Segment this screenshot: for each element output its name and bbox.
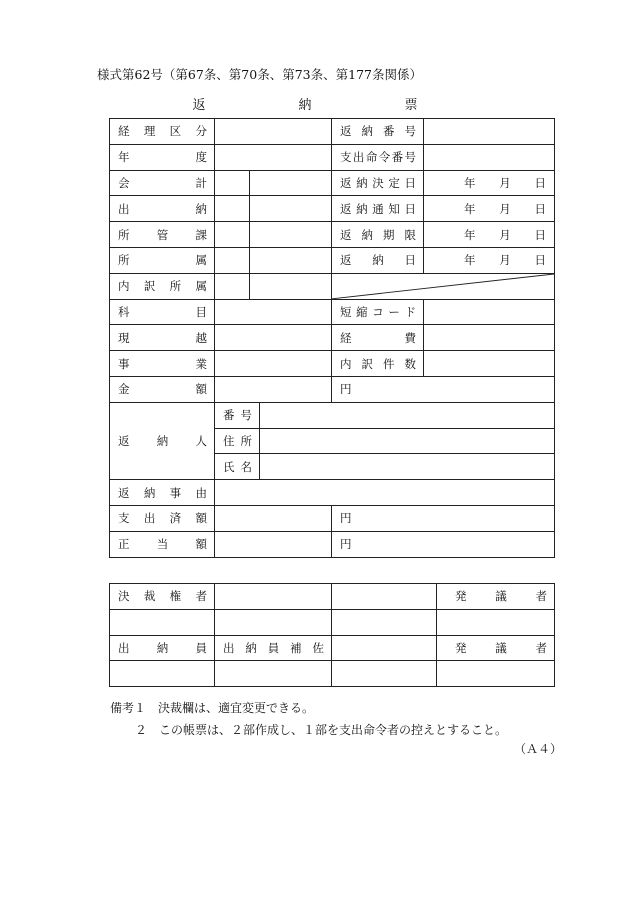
table-row [110,635,555,661]
diagonal-void-cell [332,273,555,299]
label-henno-kigen: 返納期限 [332,222,424,248]
label-bango: 番号 [215,402,260,428]
label-uchiwake-kensu: 内訳件数 [332,351,424,377]
table-row [110,247,555,273]
field-uchiwake-shozoku-name[interactable] [250,273,332,299]
stamp-hatsugisha-2[interactable] [437,661,555,687]
label-shimei: 氏名 [215,454,260,480]
table-row [110,402,555,428]
stamp-blank[interactable] [332,609,437,635]
yen-unit: 円 [332,531,555,557]
yen-unit: 円 [332,376,555,402]
month-unit: 月 [499,253,511,268]
field-suitou-code[interactable] [215,196,250,222]
label-genetsu: 現越 [110,325,215,351]
table-row [110,299,555,325]
field-genetsu[interactable] [215,325,332,351]
year-unit: 年 [464,175,476,190]
table-row [110,144,555,170]
remark-line-2: ２ この帳票は、２部作成し、１部を支出命令者の控えとすること。 [135,723,508,737]
day-unit: 日 [534,253,547,268]
field-shokan-ka-name[interactable] [250,222,332,248]
label-suitouin-hosa: 出納員補佐 [215,635,332,661]
label-nendo: 年度 [110,144,215,170]
label-henno-tsuchi-bi: 返納通知日 [332,196,424,222]
field-henno-tsuchi-bi[interactable] [424,196,555,222]
table-row [110,376,555,402]
field-keiri-kubun[interactable] [215,119,332,145]
table-row [110,196,555,222]
label-suitouin: 出納員 [110,635,215,661]
field-henno-bango[interactable] [424,119,555,145]
label-kessai-kensha: 決裁権者 [110,584,215,610]
stamp-kessai-kensha[interactable] [110,609,215,635]
year-unit: 年 [464,253,476,268]
field-kingaku[interactable] [215,376,332,402]
field-shozoku-code[interactable] [215,247,250,273]
month-unit: 月 [499,201,511,216]
form-number-header: 様式第62号（第67条、第70条、第73条、第177条関係） [97,67,422,82]
table-row [110,222,555,248]
field-henno-kettei-bi[interactable] [424,170,555,196]
table-row [110,119,555,145]
main-form-table [109,118,555,558]
form-title: 返 納 票 [192,98,458,113]
day-unit: 日 [534,227,547,242]
diagonal-line [332,274,554,299]
approval-blank-cell [332,584,437,610]
yen-unit: 円 [332,505,555,531]
label-shishutsu-meirei-bango: 支出命令番号 [332,144,424,170]
year-unit: 年 [464,227,476,242]
field-hennonin-shimei[interactable] [260,454,555,480]
field-shokan-ka-code[interactable] [215,222,250,248]
table-row [110,505,555,531]
stamp-suitouin[interactable] [110,661,215,687]
approval-table [109,583,555,687]
field-henno-jiyu[interactable] [215,480,555,506]
label-seito-gaku: 正当額 [110,531,215,557]
day-unit: 日 [534,175,547,190]
approval-blank-cell [332,635,437,661]
field-jigyo[interactable] [215,351,332,377]
label-keihi: 経費 [332,325,424,351]
remarks [110,697,507,741]
table-row [110,584,555,610]
field-kaikei-name[interactable] [250,170,332,196]
field-kamoku[interactable] [215,299,332,325]
month-unit: 月 [499,227,511,242]
day-unit: 日 [534,201,547,216]
field-shishutsu-meirei-bango[interactable] [424,144,555,170]
table-row [110,170,555,196]
label-henno-kettei-bi: 返納決定日 [332,170,424,196]
field-kaikei-code[interactable] [215,170,250,196]
table-row [110,531,555,557]
label-shishutsu-zumi-gaku: 支出済額 [110,505,215,531]
approval-blank-cell [215,584,332,610]
label-kingaku: 金額 [110,376,215,402]
label-jigyo: 事業 [110,351,215,377]
paper-size-label: （Ａ４） [514,742,563,756]
label-henno-bi: 返納日 [332,247,424,273]
field-seito-gaku[interactable] [215,531,332,557]
label-tanshuku-code: 短縮コード [332,299,424,325]
stamp-suitouin-hosa[interactable] [215,661,332,687]
stamp-blank[interactable] [215,609,332,635]
label-shozoku: 所属 [110,247,215,273]
label-uchiwake-shozoku: 内訳所属 [110,273,215,299]
label-hennonin: 返納人 [110,402,215,479]
table-row [110,325,555,351]
table-row [110,480,555,506]
table-row [110,661,555,687]
field-suitou-name[interactable] [250,196,332,222]
field-hennonin-jusho[interactable] [260,428,555,454]
month-unit: 月 [499,175,511,190]
field-tanshuku-code[interactable] [424,299,555,325]
label-shokan-ka: 所管課 [110,222,215,248]
field-uchiwake-shozoku-code[interactable] [215,273,250,299]
label-kamoku: 科目 [110,299,215,325]
field-shishutsu-zumi-gaku[interactable] [215,505,332,531]
label-henno-bango: 返納番号 [332,119,424,145]
field-henno-bi[interactable] [424,247,555,273]
table-row [110,273,555,299]
field-henno-kigen[interactable] [424,222,555,248]
table-row [110,351,555,377]
label-henno-jiyu: 返納事由 [110,480,215,506]
label-kaikei: 会計 [110,170,215,196]
remark-line-1: 備考１ 決裁欄は、適宜変更できる。 [110,701,315,715]
field-uchiwake-kensu[interactable] [424,351,555,377]
field-shozoku-name[interactable] [250,247,332,273]
stamp-hatsugisha-1[interactable] [437,609,555,635]
field-keihi[interactable] [424,325,555,351]
label-hatsugisha-1: 発議者 [437,584,555,610]
field-hennonin-bango[interactable] [260,402,555,428]
table-row [110,609,555,635]
stamp-blank[interactable] [332,661,437,687]
field-nendo[interactable] [215,144,332,170]
label-jusho: 住所 [215,428,260,454]
label-keiri-kubun: 経理区分 [110,119,215,145]
label-suitou: 出納 [110,196,215,222]
label-hatsugisha-2: 発議者 [437,635,555,661]
year-unit: 年 [464,201,476,216]
